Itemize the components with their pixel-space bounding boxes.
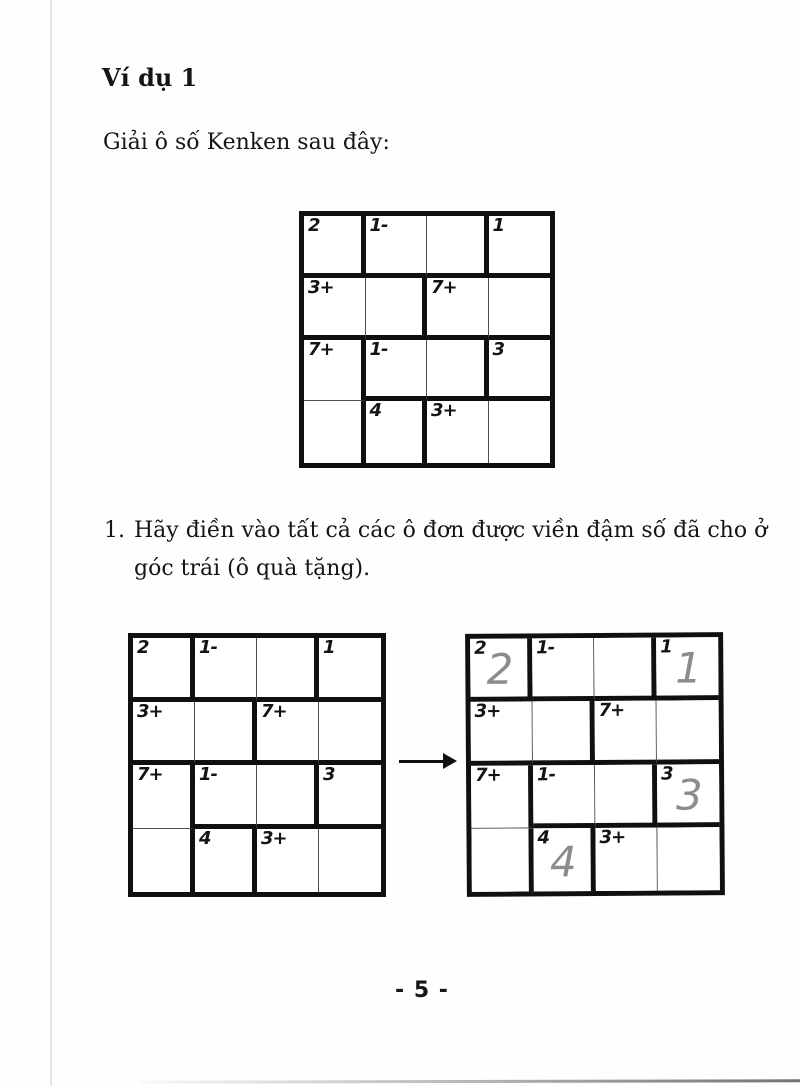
kenken-cell-r3c0 [133,829,195,893]
kenken-cell-r2c0 [304,340,366,402]
cage-label: 2 [137,637,149,658]
kenken-cell-r1c3 [657,700,719,764]
kenken-cell-r0c1 [366,216,428,278]
kenken-cell-r3c2 [427,401,489,463]
kenken-cell-r2c1 [366,340,428,402]
kenken-cell-r3c3 [489,401,551,463]
kenken-cell-r2c2 [427,340,489,402]
cage-label: 7+ [598,700,625,722]
kenken-cell-r1c3 [489,278,551,340]
cage-label: 3+ [261,827,287,849]
cage-label: 3 [323,764,335,785]
kenken-cell-r1c0 [304,278,366,340]
instruction-line-1: Hãy điền vào tất cả các ô đơn được viền đậm số đã cho ở [134,518,768,543]
kenken-cell-r0c3 [319,638,381,702]
instruction-text [134,512,767,588]
kenken-cell-r0c0 [470,638,532,702]
cage-label: 3+ [137,700,163,722]
kenken-cell-r3c0 [471,828,533,892]
cage-label: 7+ [431,276,457,298]
kenken-cell-r0c0 [133,638,195,702]
cage-label: 4 [537,827,550,849]
cage-label: 1- [199,637,217,658]
cage-label: 7+ [474,764,501,786]
cage-label: 4 [199,827,211,849]
cage-label: 1- [369,215,388,236]
instruction-line-2: góc trái (ô quà tặng). [134,556,371,581]
kenken-cell-r1c2 [427,278,489,340]
kenken-cell-r1c1 [195,702,257,766]
kenken-cell-r2c3 [657,764,719,828]
kenken-cell-r0c2 [427,216,489,278]
kenken-cell-r2c3 [489,340,551,402]
kenken-cell-r0c2 [594,638,656,702]
kenken-cell-r1c2 [595,701,657,765]
kenken-cell-r3c1 [533,828,595,892]
kenken-grid-puzzle [299,211,555,468]
cage-label: 1- [536,763,556,785]
cage-label: 3+ [431,400,457,422]
handwritten-answer: 1 [675,643,703,693]
scan-edge-artifact-bottom [140,1079,800,1083]
kenken-cell-r0c0 [304,216,366,278]
kenken-cell-r2c1 [195,765,257,829]
handwritten-answer: 2 [486,644,514,694]
kenken-cell-r1c0 [471,702,533,766]
kenken-grid-before [128,633,386,897]
kenken-cell-r2c0 [471,765,533,829]
kenken-cell-r2c2 [595,764,657,828]
intro-text: Giải ô số Kenken sau đây: [103,130,390,155]
instruction-item [104,512,767,588]
example-title: Ví dụ 1 [102,63,198,92]
cage-label: 2 [474,637,486,659]
kenken-cell-r3c3 [657,827,719,891]
kenken-cell-r2c1 [533,765,595,829]
cage-label: 2 [308,215,320,236]
cage-label: 1- [536,637,555,659]
kenken-cell-r0c3 [656,637,718,701]
kenken-cell-r1c1 [533,701,595,765]
cage-label: 3 [492,338,505,360]
cage-label: 7+ [261,700,287,722]
kenken-cell-r2c0 [133,765,195,829]
kenken-cell-r3c2 [595,827,657,891]
kenken-cell-r0c3 [489,216,551,278]
cage-label: 4 [369,400,382,422]
cage-label: 7+ [137,764,163,785]
kenken-cell-r1c1 [366,278,428,340]
cage-label: 3+ [308,276,334,298]
scan-edge-artifact-left [50,0,52,1086]
cage-label: 1- [369,338,388,360]
arrow-head [443,753,457,769]
kenken-cell-r0c1 [195,638,257,702]
cage-label: 1- [199,764,217,785]
kenken-cell-r3c1 [195,829,257,893]
right-arrow-icon [399,753,457,770]
kenken-cell-r2c3 [319,765,381,829]
cage-label: 3+ [599,826,626,848]
kenken-cell-r0c1 [532,638,594,702]
kenken-cell-r3c3 [319,829,381,893]
cage-label: 1 [323,637,335,658]
kenken-grid-after [465,632,725,897]
kenken-cell-r0c2 [257,638,319,702]
kenken-cell-r1c3 [319,702,381,766]
arrow-shaft [399,760,445,763]
kenken-cell-r2c2 [257,765,319,829]
kenken-cell-r3c0 [304,401,366,463]
page-number: - 5 - [395,978,449,1003]
cage-label: 1 [492,215,505,236]
cage-label: 7+ [308,338,334,360]
cage-label: 3+ [474,700,501,723]
handwritten-answer: 4 [549,836,577,887]
kenken-cell-r3c2 [257,829,319,893]
cage-label: 1 [660,636,672,658]
handwritten-answer: 3 [675,769,703,820]
instruction-number: 1. [104,518,125,543]
kenken-cell-r1c2 [257,702,319,766]
kenken-cell-r3c1 [366,401,428,463]
cage-label: 3 [660,762,673,785]
kenken-cell-r1c0 [133,702,195,766]
